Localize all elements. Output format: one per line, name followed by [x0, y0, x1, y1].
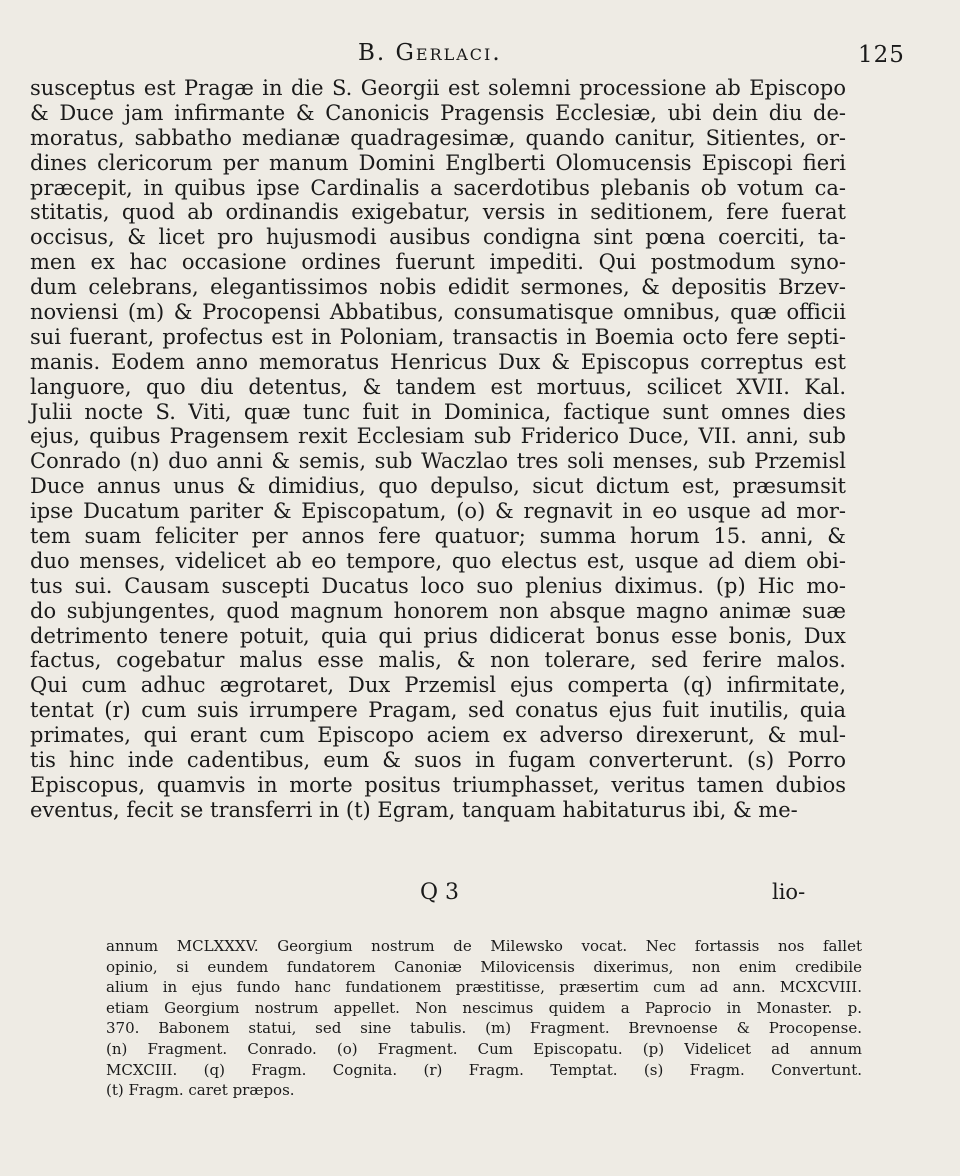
text-line: do subjungentes, quod magnum honorem non absque magno animæ suæ: [30, 598, 846, 623]
footnote-line: annum MCLXXXV. Georgium nostrum de Milewsko vocat. Nec fortassis nos fallet: [106, 937, 862, 955]
text-line: stitatis, quod ab ordinandis exigebatur, versis in seditionem, fere fuerat: [30, 200, 846, 225]
text-line: tis hinc inde cadentibus, eum & suos in fugam converterunt. (s) Porro: [30, 748, 846, 773]
catchword: lio-: [772, 880, 806, 904]
text-line: præcepit, in quibus ipse Cardinalis a sacerdotibus plebanis ob votum ca-: [30, 175, 846, 200]
text-line: Julii nocte S. Viti, quæ tunc fuit in Dominica, factique sunt omnes dies: [30, 399, 846, 424]
footnote-line: (n) Fragment. Conrado. (o) Fragment. Cum Episcopatu. (p) Videlicet ad annum: [106, 1039, 862, 1058]
footnote-line: 370. Babonem statui, sed sine tabulis. (m) Fragment. Brevnoense & Procopense.: [106, 1019, 862, 1038]
text-line: ejus, quibus Pragensem rexit Ecclesiam sub Friderico Duce, VII. anni, sub: [30, 424, 846, 449]
signature-mark: Q 3: [420, 880, 460, 905]
text-line: dines clericorum per manum Domini Englberti Olomucensis Episcopi fieri: [30, 150, 846, 175]
footnote-line: (t) Fragm. caret præpos.: [106, 1081, 295, 1100]
text-line: men ex hac occasione ordines fuerunt impediti. Qui postmodum syno-: [30, 250, 846, 275]
text-line: & Duce jam infirmante & Canonicis Pragensis Ecclesiæ, ubi dein diu de-: [30, 100, 846, 125]
footnote-line: alium in ejus fundo hanc fundationem præstitisse, præsertim cum ad ann. MCXCVIII.: [106, 978, 862, 997]
text-line: ipse Ducatum pariter & Episcopatum, (o) & regnavit in eo usque ad mor-: [30, 499, 846, 524]
text-line: noviensi (m) & Procopensi Abbatibus, consumatisque omnibus, quæ officii: [30, 300, 846, 325]
footnote-line: opinio, si eundem fundatorem Canoniæ Milovicensis dixerimus, non enim credibile: [106, 957, 862, 976]
main-text: [30, 76, 846, 823]
text-line: detrimento tenere potuit, quia qui prius didicerat bonus esse bonis, Dux: [30, 623, 846, 648]
page-footer: [0, 880, 960, 910]
text-line: sui fuerant, profectus est in Poloniam, transactis in Boemia octo fere septi-: [30, 324, 846, 349]
text-line: manis. Eodem anno memoratus Henricus Dux & Episcopus correptus est: [30, 349, 846, 374]
text-line: Duce annus unus & dimidius, quo depulso, sicut dictum est, præsumsit: [30, 474, 846, 499]
text-line: duo menses, videlicet ab eo tempore, quo electus est, usque ad diem obi-: [30, 548, 846, 573]
text-line: tus sui. Causam suscepti Ducatus loco suo plenius diximus. (p) Hic mo-: [30, 573, 846, 598]
text-line: Qui cum adhuc ægrotaret, Dux Przemisl ejus comperta (q) infirmitate,: [30, 673, 846, 698]
page-header: [0, 34, 960, 74]
text-line: primates, qui erant cum Episcopo aciem ex adverso direxerunt, & mul-: [30, 723, 846, 748]
running-head: B. Gerlaci.: [358, 40, 502, 66]
text-line: occisus, & licet pro hujusmodi ausibus condigna sint pœna coerciti, ta-: [30, 225, 846, 250]
text-line: Episcopus, quamvis in morte positus triumphasset, veritus tamen dubios: [30, 772, 846, 797]
text-line: tentat (r) cum suis irrumpere Pragam, sed conatus ejus fuit inutilis, quia: [30, 698, 846, 723]
footnotes: [106, 936, 862, 1101]
text-line: languore, quo diu detentus, & tandem est mortuus, scilicet XVII. Kal.: [30, 374, 846, 399]
text-line: factus, cogebatur malus esse malis, & non tolerare, sed ferire malos.: [30, 648, 846, 673]
footnote-line: MCXCIII. (q) Fragm. Cognita. (r) Fragm. Temptat. (s) Fragm. Convertunt.: [106, 1060, 862, 1079]
text-line: tem suam feliciter per annos fere quatuor; summa horum 15. anni, &: [30, 524, 846, 549]
text-line: moratus, sabbatho medianæ quadragesimæ, quando canitur, Sitientes, or-: [30, 125, 846, 150]
text-line: Conrado (n) duo anni & semis, sub Waczlao tres soli menses, sub Przemisl: [30, 449, 846, 474]
page-number: 125: [858, 42, 905, 68]
footnote-line: etiam Georgium nostrum appellet. Non nescimus quidem a Paprocio in Monaster. p.: [106, 998, 862, 1017]
text-line: eventus, fecit se transferri in (t) Egram, tanquam habitaturus ibi, & me-: [30, 797, 798, 822]
text-line: dum celebrans, elegantissimos nobis edidit sermones, & depositis Brzev-: [30, 275, 846, 300]
text-line: susceptus est Pragæ in die S. Georgii est solemni processione ab Episcopo: [30, 76, 846, 100]
